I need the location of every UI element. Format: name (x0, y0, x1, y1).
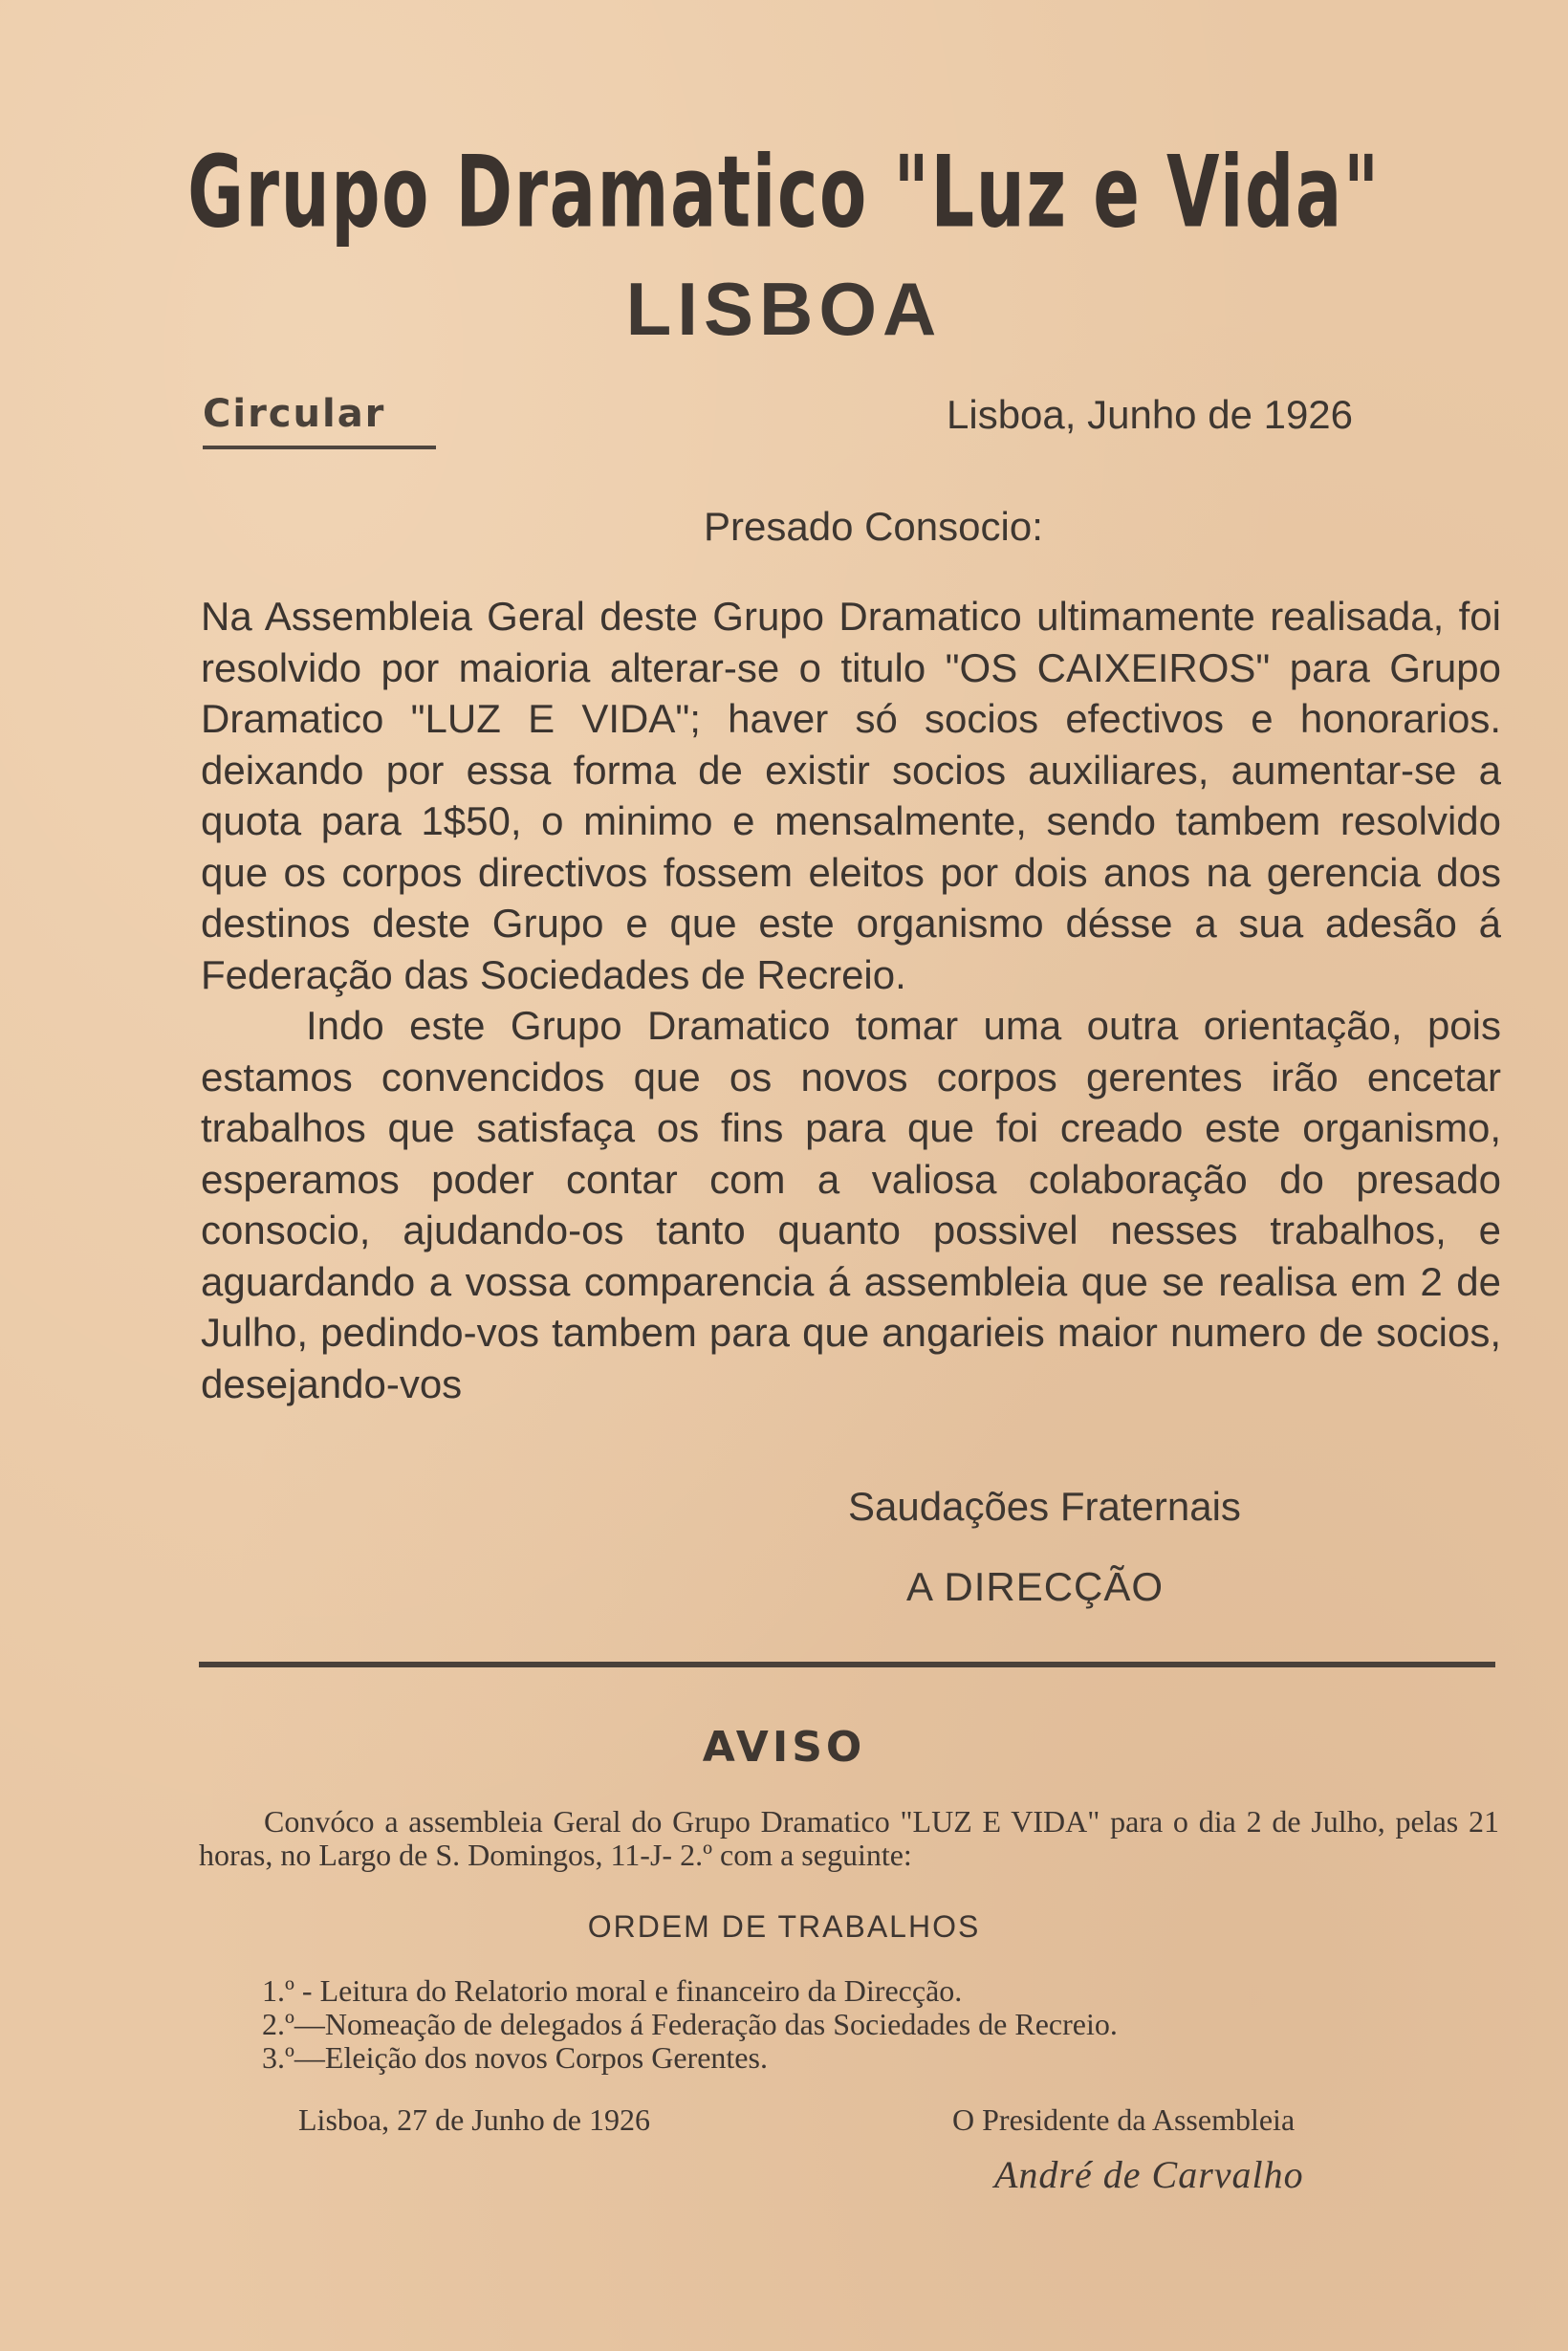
signer-name: André de Carvalho (994, 2153, 1304, 2196)
agenda-item: 1.º - Leitura do Relatorio moral e financeiro da Direcção. (262, 1973, 963, 2008)
notice-text: Convóco a assembleia Geral do Grupo Dramatico "LUZ E VIDA" para o dia 2 de Julho, pelas 21 horas, no Largo de S. Domingos, 11-J- 2.º com a seguinte: (199, 1804, 1499, 1872)
agenda-item: 3.º—Eleição dos novos Corpos Gerentes. (262, 2040, 768, 2075)
notice-date: Lisboa, 27 de Junho de 1926 (298, 2102, 650, 2137)
direction-signature: A DIRECÇÃO (906, 1564, 1165, 1609)
notice-heading: AVISO (702, 1723, 866, 1772)
body-paragraph-1: Na Assembleia Geral deste Grupo Dramatico ultimamente realisada, foi resolvido por maioria alterar-se o titulo "OS CAIXEIROS" para Grupo Dramatico "LUZ E VIDA"; haver só socios efectivos e honorarios. deixando por essa forma de existir socios auxiliares, aumentar-se a quota para 1$50, o minimo e mensalmente, sendo tambem resolvido que os corpos directivos fossem eleitos por dois anos na gerencia dos destinos deste Grupo e que este organismo désse a sua adesão á Federação das Sociedades de Recreio. (201, 594, 1501, 997)
body-paragraph-2: Indo este Grupo Dramatico tomar uma outra orientação, pois estamos convencidos que os novos corpos gerentes irão encetar trabalhos que satisfaça os fins para que foi creado este organismo, esperamos poder contar com a valiosa colaboração do presado consocio, ajudando-os tanto quanto possivel nesses trabalhos, e aguardando a vossa comparencia á assembleia que se realisa em 2 de Julho, pedindo-vos tambem para que angarieis maior numero de socios, desejando-vos (201, 1003, 1501, 1406)
agenda-item: 2.º—Nomeação de delegados á Federação das Sociedades de Recreio. (262, 2007, 1118, 2041)
circular-underline (203, 446, 436, 449)
signer-title: O Presidente da Assembleia (952, 2102, 1296, 2137)
circular-label: Circular (203, 392, 386, 436)
city-heading: LISBOA (625, 267, 943, 351)
agenda-title: ORDEM DE TRABALHOS (587, 1909, 981, 1944)
document-title: Grupo Dramatico "Luz e Vida" (187, 135, 1381, 250)
greeting: Presado Consocio: (704, 504, 1043, 549)
letter-body (201, 591, 1501, 1409)
notice-text-block (199, 1805, 1499, 1872)
letter-date: Lisboa, Junho de 1926 (947, 392, 1354, 437)
section-divider (199, 1662, 1495, 1667)
agenda-list (262, 1974, 1118, 2075)
salutation: Saudações Fraternais (848, 1484, 1241, 1529)
